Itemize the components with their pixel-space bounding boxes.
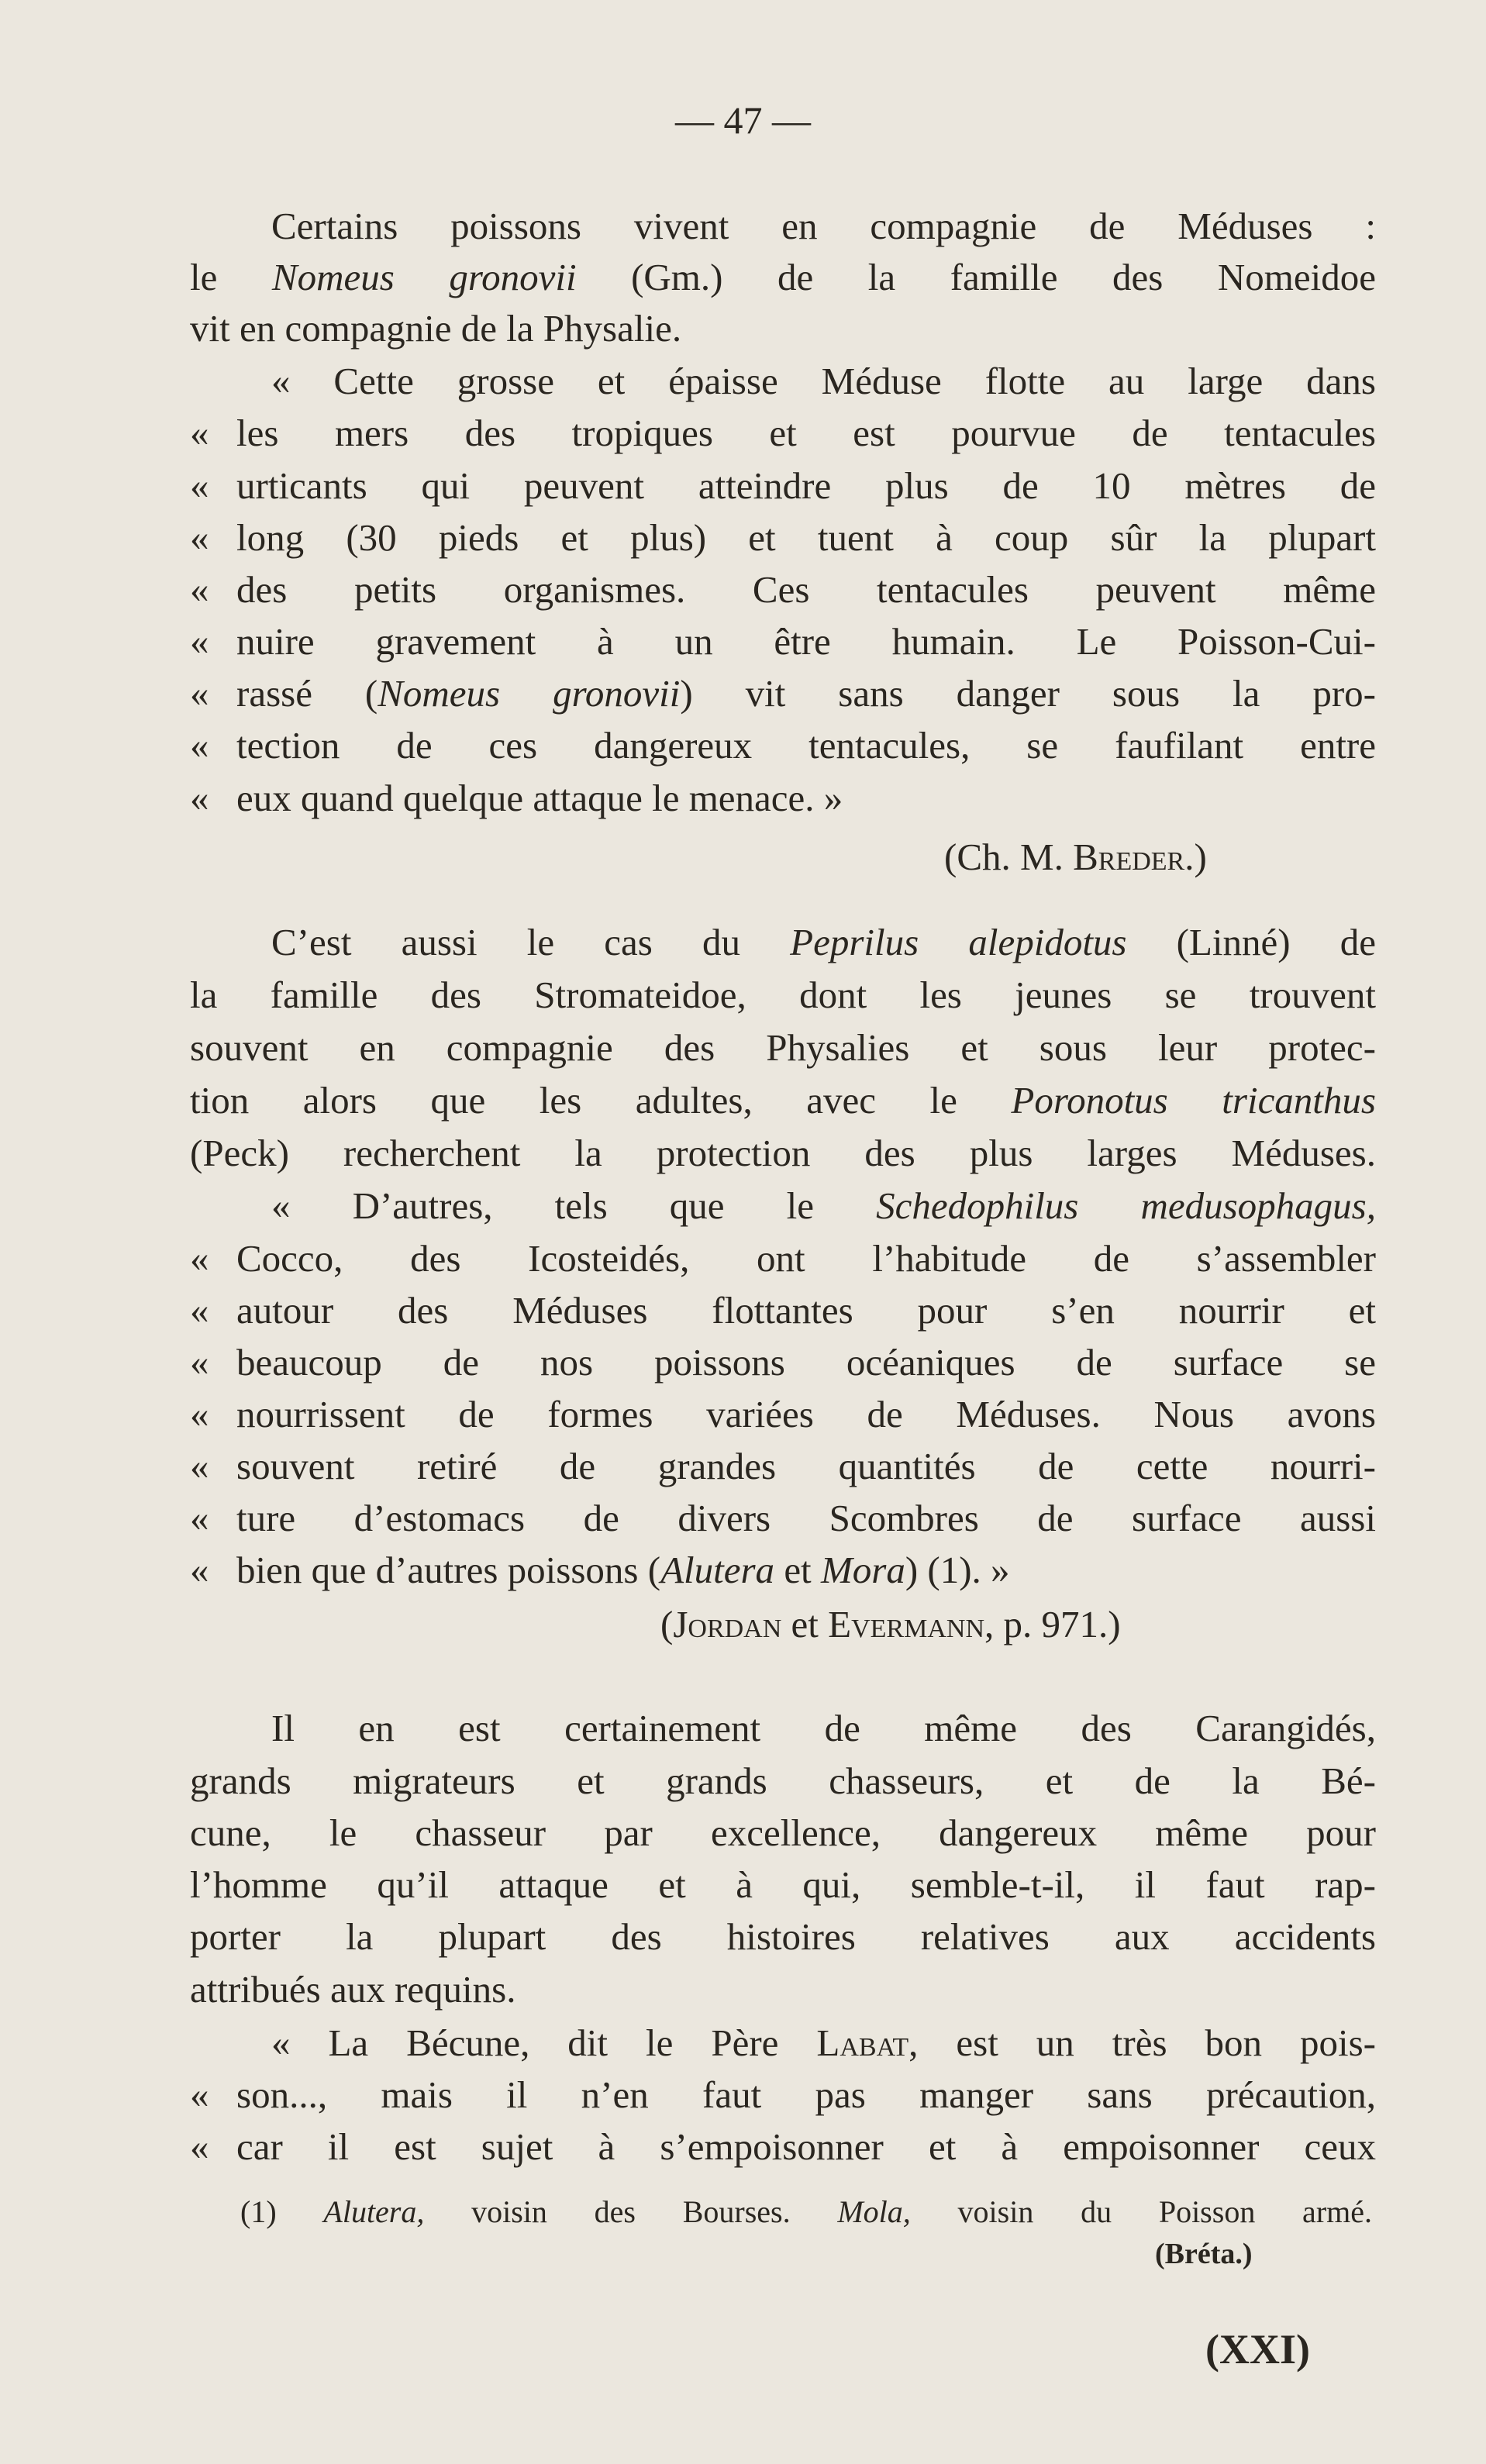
text-line: le Nomeus gronovii (Gm.) de la famille des Nomeidoe bbox=[190, 256, 1376, 298]
footnote-source: (Bréta.) bbox=[1155, 2238, 1253, 2270]
text-line: cune, le chasseur par excellence, dangereux même pour bbox=[190, 1811, 1376, 1854]
text-line: « rassé (Nomeus gronovii) vit sans danger sous la pro- bbox=[190, 672, 1376, 715]
text-line: « La Bécune, dit le Père Labat, est un très bon pois- bbox=[271, 2021, 1376, 2064]
text-line: « Cocco, des Icosteidés, ont l’habitude de s’assembler bbox=[190, 1237, 1376, 1280]
text-line: « Cette grosse et épaisse Méduse flotte au large dans bbox=[271, 360, 1376, 402]
text-line: Il en est certainement de même des Carangidés, bbox=[271, 1707, 1376, 1749]
page-number: — 47 — bbox=[675, 98, 811, 142]
text-line: la famille des Stromateidoe, dont les jeunes se trouvent bbox=[190, 974, 1376, 1016]
text-line: « son..., mais il n’en faut pas manger sans précaution, bbox=[190, 2073, 1376, 2116]
text-line: (Peck) recherchent la protection des plus larges Méduses. bbox=[190, 1132, 1376, 1174]
text-line: « ture d’estomacs de divers Scombres de surface aussi bbox=[190, 1497, 1376, 1539]
text-line: « nuire gravement à un être humain. Le Poisson-Cui- bbox=[190, 620, 1376, 663]
text-line: « les mers des tropiques et est pourvue de tentacules bbox=[190, 412, 1376, 454]
text-line: C’est aussi le cas du Peprilus alepidotus (Linné) de bbox=[271, 921, 1376, 963]
text-line: « tection de ces dangereux tentacules, se faufilant entre bbox=[190, 724, 1376, 767]
text-line: « D’autres, tels que le Schedophilus medusophagus, bbox=[271, 1184, 1376, 1227]
footnote: (1) Alutera, voisin des Bourses. Mola, voisin du Poisson armé. bbox=[240, 2194, 1373, 2229]
text-line: « des petits organismes. Ces tentacules peuvent même bbox=[190, 568, 1376, 611]
text-line: « bien que d’autres poissons (Alutera et Mora) (1). » bbox=[190, 1549, 1010, 1591]
text-line: souvent en compagnie des Physalies et sous leur protec- bbox=[190, 1026, 1376, 1069]
text-line: porter la plupart des histoires relatives aux accidents bbox=[190, 1915, 1376, 1958]
text-line: « autour des Méduses flottantes pour s’en nourrir et bbox=[190, 1289, 1376, 1332]
text-line: l’homme qu’il attaque et à qui, semble-t-il, il faut rap- bbox=[190, 1863, 1376, 1906]
citation: (Jordan et Evermann, p. 971.) bbox=[660, 1603, 1121, 1646]
text-line: « car il est sujet à s’empoisonner et à empoisonner ceux bbox=[190, 2125, 1376, 2168]
signature-mark: (XXI) bbox=[1205, 2326, 1310, 2373]
text-line: « beaucoup de nos poissons océaniques de surface se bbox=[190, 1341, 1376, 1384]
text-line: tion alors que les adultes, avec le Poronotus tricanthus bbox=[190, 1079, 1376, 1122]
text-line: attribués aux requins. bbox=[190, 1968, 516, 2011]
citation: (Ch. M. Breder.) bbox=[944, 836, 1207, 878]
text-line: « eux quand quelque attaque le menace. » bbox=[190, 777, 843, 819]
text-line: « souvent retiré de grandes quantités de cette nourri- bbox=[190, 1445, 1376, 1487]
text-line: « urticants qui peuvent atteindre plus de 10 mètres de bbox=[190, 464, 1376, 507]
text-line: « nourrissent de formes variées de Méduses. Nous avons bbox=[190, 1393, 1376, 1435]
text-line: Certains poissons vivent en compagnie de Méduses : bbox=[271, 205, 1376, 247]
text-line: « long (30 pieds et plus) et tuent à coup sûr la plupart bbox=[190, 516, 1376, 559]
text-line: grands migrateurs et grands chasseurs, et de la Bé- bbox=[190, 1759, 1376, 1802]
text-line: vit en compagnie de la Physalie. bbox=[190, 307, 682, 350]
